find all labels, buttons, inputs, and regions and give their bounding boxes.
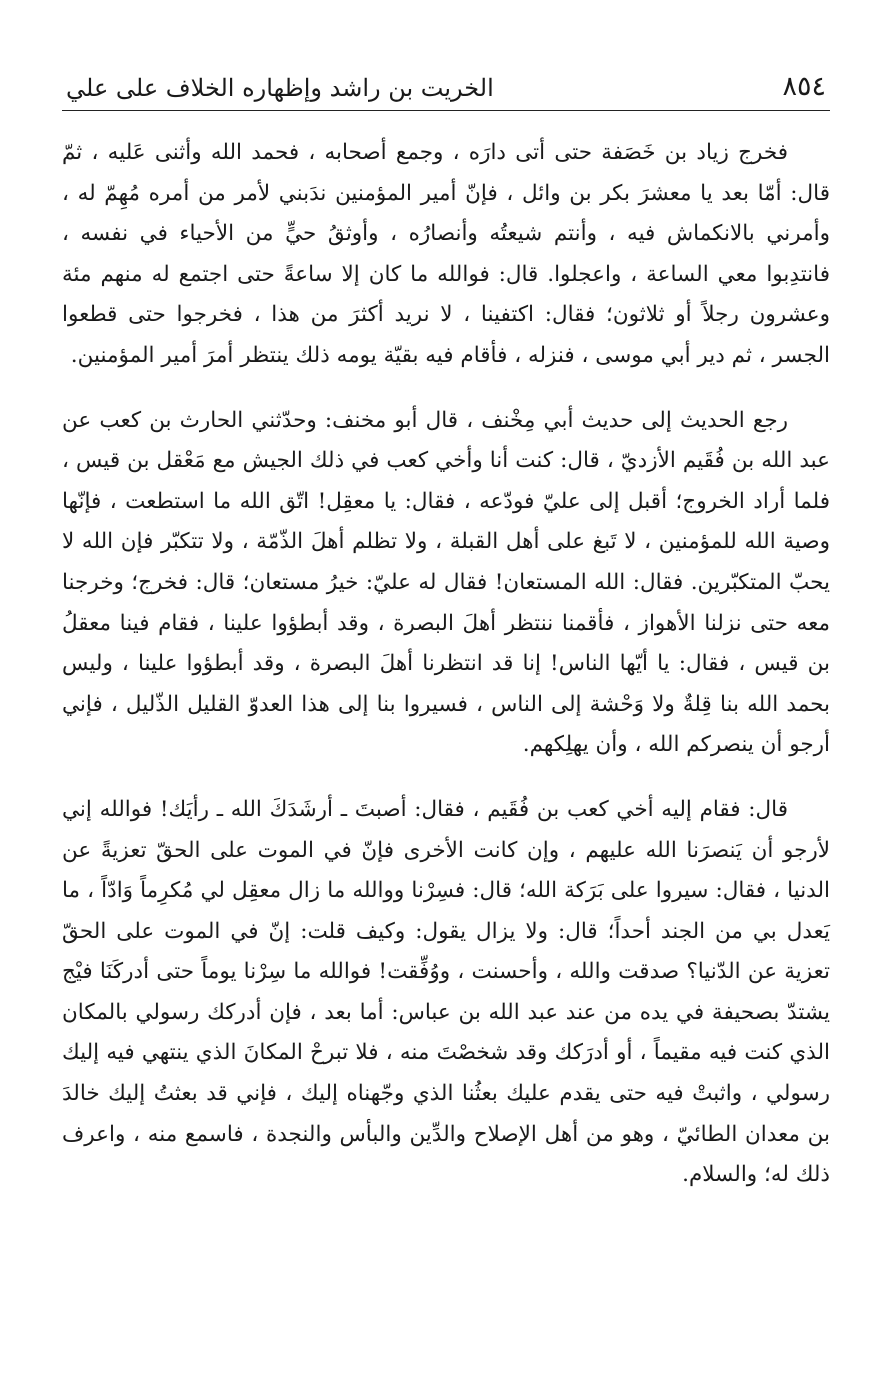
paragraph: رجع الحديث إلى حديث أبي مِخْنف ، قال أبو مخنف: وحدّثني الحارث بن كعب عن عبد الله بن فُقَيم الأزديّ ، قال: كنت أنا وأخي كعب في ذلك الجيش مع مَعْقل بن قيس ، فلما أراد الخروج؛ أقبل إلى عليّ فودّعه ، فقال: يا معقِل! اتّق الله ما استطعت ، فإنّها وصية الله للمؤمنين ، لا تَبغ على أهل القبلة ، ولا تظلم أهلَ الذّمّة ، ولا تتكبّر فإن الله لا يحبّ المتكبّرين. فقال: الله المستعان! فقال له عليّ: خيرُ مستعان؛ قال: فخرج؛ وخرجنا معه حتى نزلنا الأهواز ، فأقمنا ننتظر أهلَ البصرة ، وقد أبطؤوا علينا ، فقام فينا معقلُ بن قيس ، فقال: يا أيّها الناس! إنا قد انتظرنا أهلَ البصرة ، وقد أبطؤوا علينا ، وليس بحمد الله بنا قِلةٌ ولا وَحْشة إلى الناس ، فسيروا بنا إلى هذا العدوّ القليل الذّليل ، فإني أرجو أن ينصركم الله ، وأن يهلِكهم. bbox=[62, 407, 830, 758]
running-title: الخريت بن راشد وإظهاره الخلاف على علي bbox=[66, 74, 494, 102]
paragraph: قال: فقام إليه أخي كعب بن فُقَيم ، فقال: أصبتَ ـ أرشَدَكَ الله ـ رأيَك! فوالله إني لأرجو أن يَنصرَنا الله عليهم ، وإن كانت الأخرى فإنّ في الموت على الحقّ تعزيةً عن الدنيا ، فقال: سيروا على بَرَكة الله؛ قال: فسِرْنا ووالله ما زال معقِل لي مُكرِماً وَادّاً ، ما يَعدل بي من الجند أحداً؛ قال: ولا يزال يقول: وكيف قلت: إنّ في الموت على الحقّ تعزية عن الدّنيا؟ صدقت والله ، وأحسنت ، ووُفِّقت! فوالله ما سِرْنا يوماً حتى أدركَنَا فيْج يشتدّ بصحيفة في يده من عند عبد الله بن عباس: أما بعد ، فإن أدركك رسولي بالمكان الذي كنت فيه مقيماً ، أو أدرَكك وقد شخصْتَ منه ، فلا تبرحْ المكانَ الذي ينتهي فيه إليك رسولي ، واثبتْ فيه حتى يقدم عليك بعثُنا الذي وجّهناه إليك ، فإني قد بعثتُ إليك خالدَ بن معدان الطائيّ ، وهو من أهل الإصلاح والدِّين والبأس والنجدة ، فاسمع منه ، واعرف ذلك له؛ والسلام. bbox=[62, 796, 830, 1188]
page-header bbox=[62, 58, 830, 111]
page-number: ٨٥٤ bbox=[782, 71, 826, 102]
page-body bbox=[62, 133, 830, 1196]
paragraph: فخرج زياد بن خَصَفة حتى أتى دارَه ، وجمع أصحابه ، فحمد الله وأثنى عَليه ، ثمّ قال: أمّا بعد يا معشرَ بكر بن وائل ، فإنّ أمير المؤمنين ندَبني لأمر من أمره مُهِمّ له ، وأمرني بالانكماش فيه ، وأنتم شيعتُه وأنصارُه ، وأوثقُ حيٍّ من الأحياء في نفسه ، فانتدِبوا معي الساعة ، واعجلوا. قال: فوالله ما كان إلا ساعةً حتى اجتمع له منهم مئة وعشرون رجلاً أو ثلاثون؛ فقال: اكتفينا ، لا نريد أكثرَ من هذا ، فخرجوا حتى قطعوا الجسر ، ثم دير أبي موسى ، فنزله ، فأقام فيه بقيّة يومه ذلك ينتظر أمرَ أمير المؤمنين. bbox=[62, 140, 830, 368]
document-page bbox=[62, 58, 830, 1196]
